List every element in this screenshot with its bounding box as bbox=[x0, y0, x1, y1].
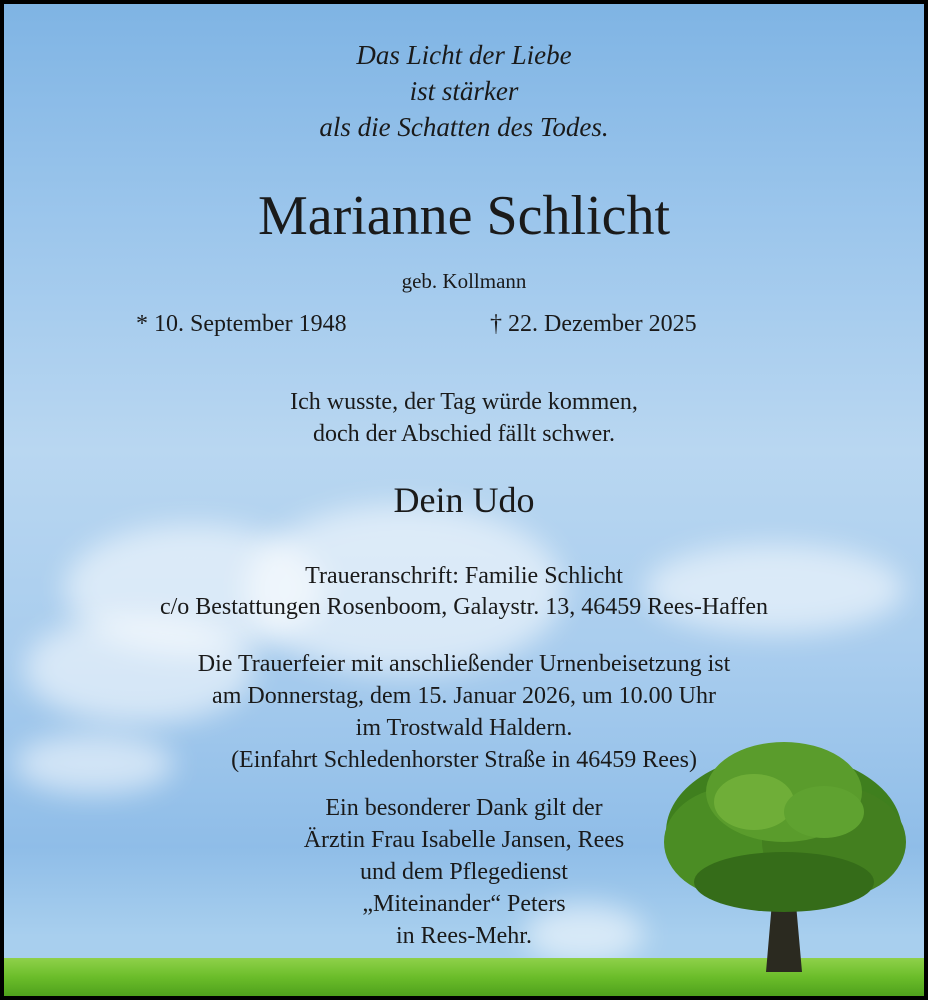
motto-line: Das Licht der Liebe bbox=[356, 40, 572, 70]
death-date: † 22. Dezember 2025 bbox=[490, 311, 697, 337]
thanks-line: „Miteinander“ Peters bbox=[362, 891, 566, 917]
ceremony-line: im Trostwald Haldern. bbox=[355, 715, 573, 741]
deceased-name: Marianne Schlicht bbox=[257, 185, 671, 247]
farewell-line: doch der Abschied fällt schwer. bbox=[313, 421, 615, 447]
maiden-name: geb. Kollmann bbox=[401, 269, 527, 293]
address-line: Traueranschrift: Familie Schlicht bbox=[305, 563, 623, 589]
motto-line: als die Schatten des Todes. bbox=[319, 112, 609, 142]
thanks-line: in Rees-Mehr. bbox=[396, 923, 532, 949]
birth-date: * 10. September 1948 bbox=[136, 311, 347, 337]
thanks-line: Ärztin Frau Isabelle Jansen, Rees bbox=[303, 827, 625, 853]
motto-line: ist stärker bbox=[409, 76, 519, 106]
thanks-line: Ein besonderer Dank gilt der bbox=[325, 795, 603, 821]
obituary-card bbox=[4, 4, 924, 996]
farewell-line: Ich wusste, der Tag würde kommen, bbox=[290, 389, 638, 415]
ceremony-line: am Donnerstag, dem 15. Januar 2026, um 10.00 Uhr bbox=[212, 683, 716, 709]
signature: Dein Udo bbox=[393, 480, 535, 520]
ceremony-line: (Einfahrt Schledenhorster Straße in 46459 Rees) bbox=[231, 747, 697, 773]
address-line: c/o Bestattungen Rosenboom, Galaystr. 13, 46459 Rees-Haffen bbox=[159, 594, 769, 620]
thanks-line: und dem Pflegedienst bbox=[360, 859, 568, 885]
ceremony-line: Die Trauerfeier mit anschließender Urnenbeisetzung ist bbox=[197, 651, 731, 677]
